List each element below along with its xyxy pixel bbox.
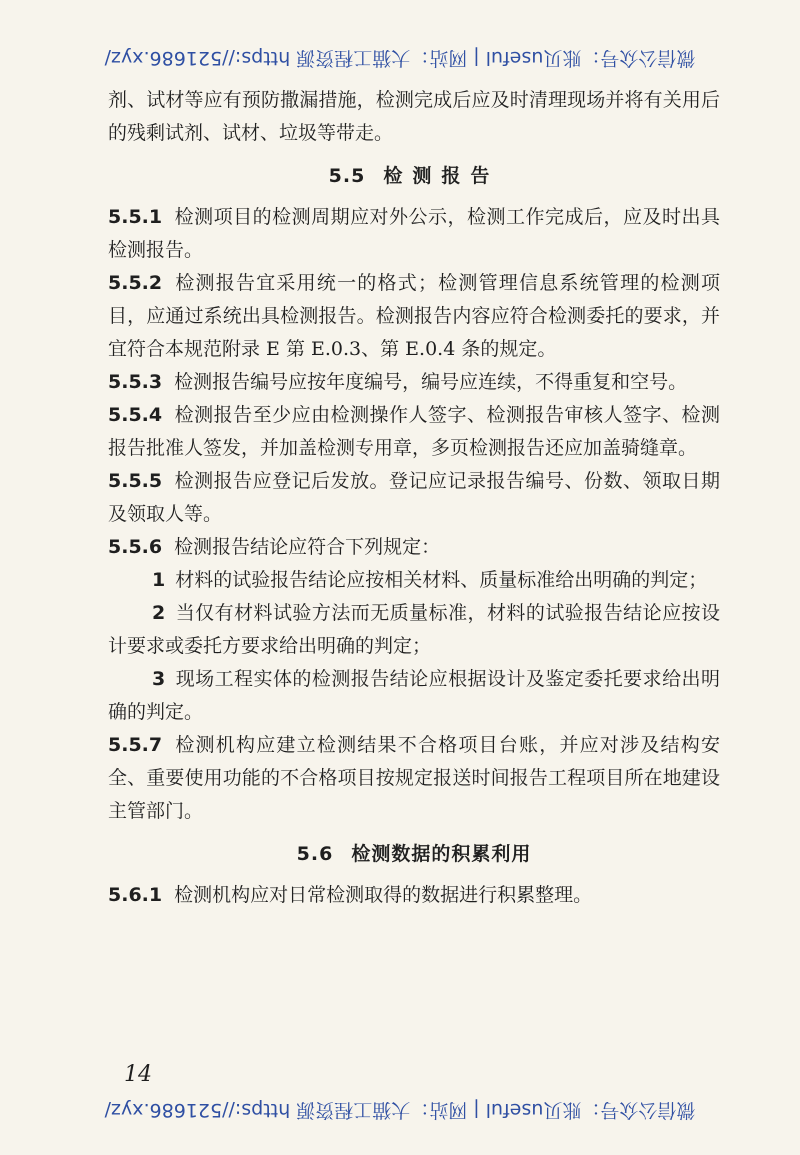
clause-number: 5.5.4 (108, 404, 163, 426)
clause-text: 检测机构应建立检测结果不合格项目台账，并应对涉及结构安全、重要使用功能的不合格项目按规定报送时间报告工程项目所在地建设主管部门。 (108, 734, 720, 822)
clause-number: 5.5.5 (108, 470, 163, 492)
document-body (108, 84, 720, 912)
item-number: 1 (152, 569, 166, 591)
intro-paragraph: 剂、试材等应有预防撒漏措施，检测完成后应及时清理现场并将有关用后的残剩试剂、试材、垃圾等带走。 (108, 89, 720, 144)
clause-5-5-6 (108, 531, 720, 564)
clause-number: 5.5.6 (108, 536, 163, 558)
clause-number: 5.5.7 (108, 734, 163, 756)
clause-5-5-3 (108, 366, 720, 399)
clause-number: 5.6.1 (108, 884, 163, 906)
section-heading-5-6 (108, 838, 720, 871)
watermark-top: 微信公众号：账贝useful | 网站：大猫工程资源 https://521686.xyz/ (104, 47, 696, 69)
list-item (108, 663, 720, 729)
list-item (108, 597, 720, 663)
clause-text: 检测报告编号应按年度编号，编号应连续，不得重复和空号。 (174, 371, 688, 393)
item-number: 3 (152, 668, 166, 690)
list-item (108, 564, 720, 597)
clause-5-5-1 (108, 201, 720, 267)
clause-5-6-1 (108, 879, 720, 912)
clause-text: 检测项目的检测周期应对外公示，检测工作完成后，应及时出具检测报告。 (108, 206, 720, 261)
section-number: 5.6 (296, 843, 334, 865)
item-text: 现场工程实体的检测报告结论应根据设计及鉴定委托要求给出明确的判定。 (108, 668, 720, 723)
clause-5-5-2 (108, 267, 720, 366)
clause-number: 5.5.1 (108, 206, 163, 228)
clause-text: 检测报告至少应由检测操作人签字、检测报告审核人签字、检测报告批准人签发，并加盖检测专用章，多页检测报告还应加盖骑缝章。 (108, 404, 720, 459)
section-heading-5-5 (108, 160, 720, 193)
clause-5-5-5 (108, 465, 720, 531)
watermark-bottom: 微信公众号：账贝useful | 网站：大猫工程资源 https://521686.xyz/ (104, 1099, 696, 1121)
clause-number: 5.5.2 (108, 272, 163, 294)
item-number: 2 (152, 602, 166, 624)
section-title: 检测报告 (383, 165, 500, 187)
clause-text: 检测报告宜采用统一的格式；检测管理信息系统管理的检测项目，应通过系统出具检测报告。检测报告内容应符合检测委托的要求，并宜符合本规范附录 E 第 E.0.3、第 E.0.4 条的规定。 (108, 272, 720, 360)
page-number: 14 (124, 1062, 152, 1087)
clause-text: 检测报告应登记后发放。登记应记录报告编号、份数、领取日期及领取人等。 (108, 470, 720, 525)
clause-text: 检测报告结论应符合下列规定： (174, 536, 441, 558)
clause-number: 5.5.3 (108, 371, 163, 393)
item-text: 材料的试验报告结论应按相关材料、质量标准给出明确的判定； (175, 569, 708, 591)
section-title: 检测数据的积累利用 (351, 843, 532, 865)
item-text: 当仅有材料试验方法而无质量标准，材料的试验报告结论应按设计要求或委托方要求给出明确的判定； (108, 602, 720, 657)
clause-5-5-4 (108, 399, 720, 465)
clause-5-5-7 (108, 729, 720, 828)
section-number: 5.5 (328, 165, 366, 187)
clause-text: 检测机构应对日常检测取得的数据进行积累整理。 (174, 884, 593, 906)
